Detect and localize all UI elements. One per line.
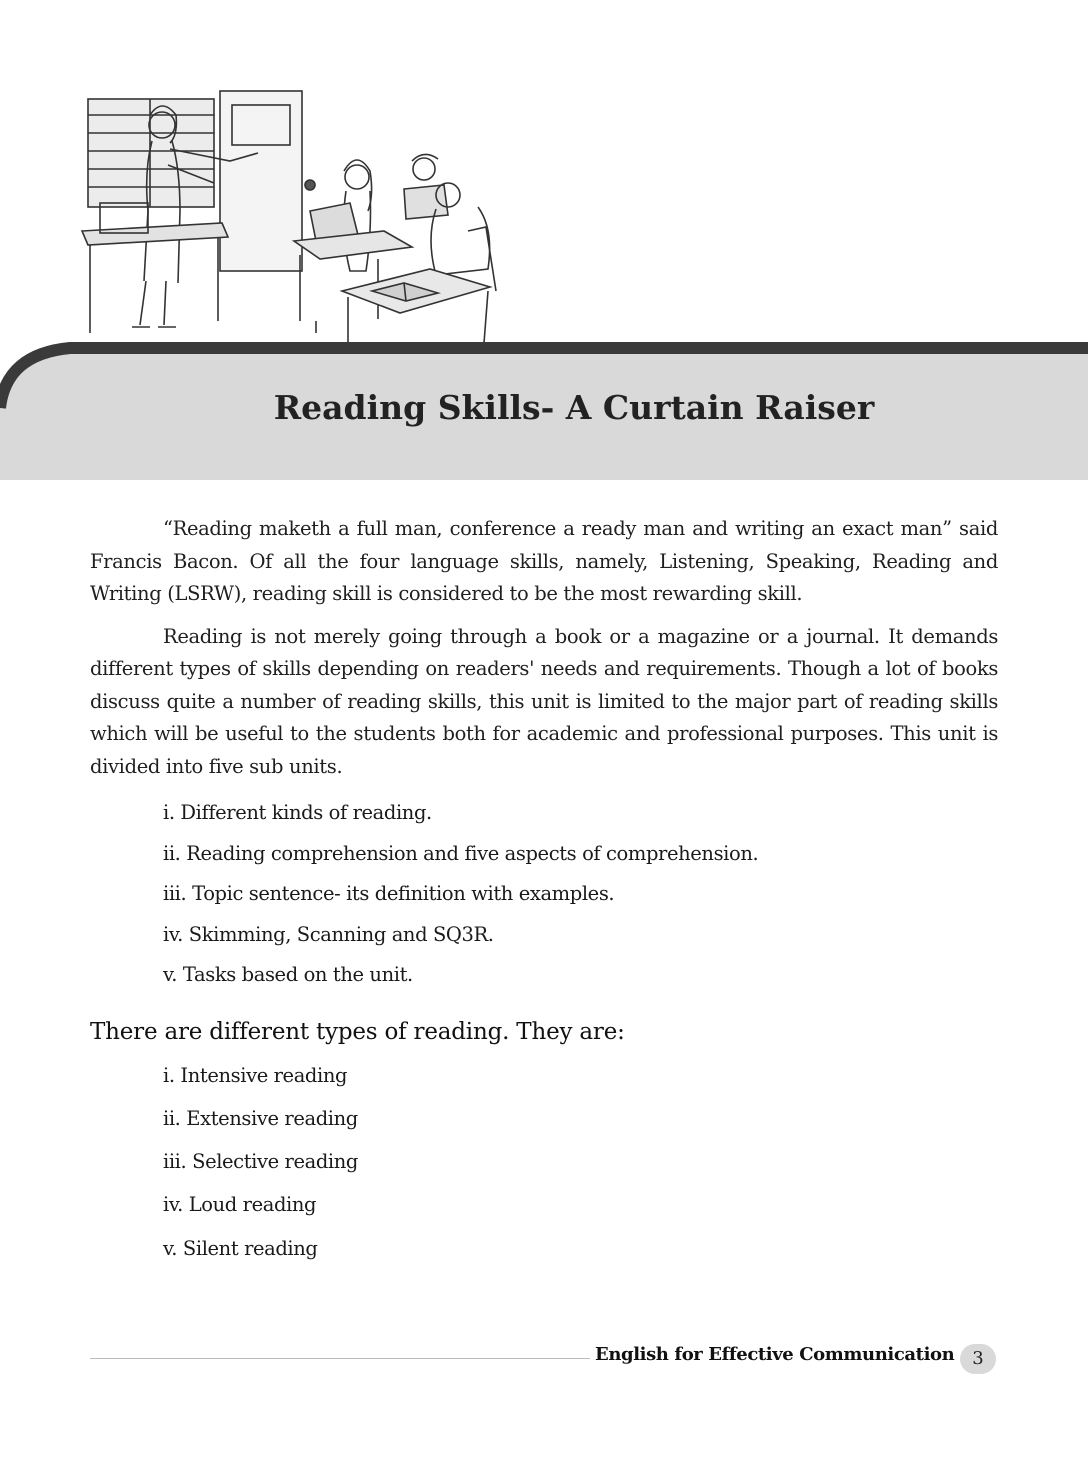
classroom-illustration bbox=[80, 85, 500, 345]
sub-units-list bbox=[90, 793, 998, 996]
list-item: iv. Skimming, Scanning and SQ3R. bbox=[163, 922, 494, 946]
list-item: iii. Topic sentence- its definition with examples. bbox=[163, 882, 615, 905]
intro-paragraph-1: “Reading maketh a full man, conference a ready man and writing an exact man” said Francis Bacon. Of all the four language skills, namely, Listening, Speaking, Reading and Writing (LSRW), reading skill is considered to be the most rewarding skill. bbox=[90, 517, 998, 605]
list-item: iii. Selective reading bbox=[163, 1150, 358, 1174]
reading-types-list bbox=[90, 1054, 998, 1270]
footer-book-title: English for Effective Communication bbox=[595, 1344, 955, 1365]
chapter-title: Reading Skills- A Curtain Raiser bbox=[273, 388, 875, 427]
list-item: ii. Extensive reading bbox=[163, 1106, 358, 1130]
list-item: v. Silent reading bbox=[163, 1236, 318, 1260]
page-number: 3 bbox=[960, 1344, 996, 1374]
list-item: i. Intensive reading bbox=[163, 1063, 348, 1087]
reading-types-heading: There are different types of reading. They are: bbox=[90, 1018, 625, 1045]
list-item: i. Different kinds of reading. bbox=[163, 801, 432, 824]
list-item: v. Tasks based on the unit. bbox=[163, 963, 413, 986]
intro-paragraph-2: Reading is not merely going through a book or a magazine or a journal. It demands different types of skills depending on readers' needs and requirements. Though a lot of books discuss quite a number of reading skills, this unit is limited to the major part of reading skills which will be useful to the students both for academic and professional purposes. This unit is divided into five sub units. bbox=[90, 624, 998, 778]
list-item: ii. Reading comprehension and five aspects of comprehension. bbox=[163, 841, 759, 865]
footer-rule bbox=[90, 1358, 590, 1359]
list-item: iv. Loud reading bbox=[163, 1193, 317, 1217]
main-content bbox=[90, 513, 998, 1270]
